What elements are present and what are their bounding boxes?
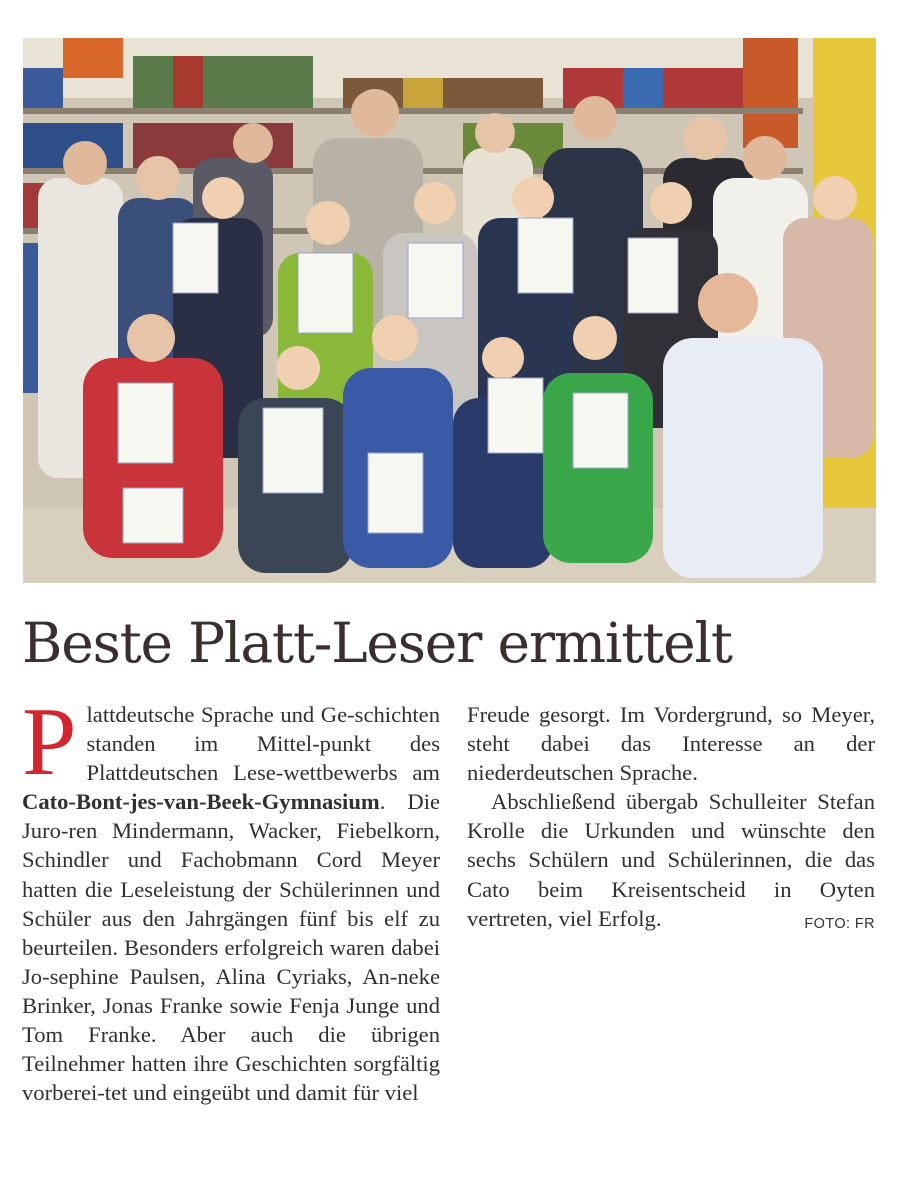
- group-photo: [23, 38, 876, 583]
- article-column-right: [467, 700, 875, 939]
- photo-credit: FOTO: FR: [804, 915, 875, 932]
- article-body-left: . Die Juro-ren Mindermann, Wacker, Fiebelkorn, Schindler und Fachobmann Cord Meyer hatten die Leseleistung der Schülerinnen und Schüler aus den Jahrgängen fünf bis elf zu beurteilen. Besonders erfolgreich waren dabei Jo-sephine Paulsen, Alina Cyriaks, An-neke Brinker, Jonas Franke sowie Fenja Junge und Tom Franke. Aber auch die übrigen Teilnehmer hatten ihre Geschichten sorgfältig vorberei-tet und eingeübt und damit für viel: [22, 789, 440, 1106]
- article-paragraph-continued: Freude gesorgt. Im Vordergrund, so Meyer, steht dabei das Interesse an der niederdeutschen Sprache.: [467, 702, 875, 786]
- article-lead-text: lattdeutsche Sprache und Ge-schichten standen im Mittel-punkt des Plattdeutschen Lese-wettbewerbs am: [86, 702, 440, 786]
- headline: Beste Platt-Leser ermittelt: [22, 611, 732, 675]
- group-photo-illustration: [23, 38, 876, 583]
- dropcap: P: [22, 688, 77, 796]
- article-paragraph-2: [467, 787, 875, 932]
- school-name: Cato-Bont-jes-van-Beek-Gymnasium: [22, 789, 380, 815]
- article-body-right: Abschließend übergab Schulleiter Stefan Krolle die Urkunden und wünschte den sechs Schülern und Schülerinnen, die das Cato beim Kreisentscheid in Oyten vertreten, viel Erfolg.: [467, 789, 875, 931]
- article-column-left: [22, 688, 440, 1107]
- article-paragraph-1: [22, 688, 440, 1107]
